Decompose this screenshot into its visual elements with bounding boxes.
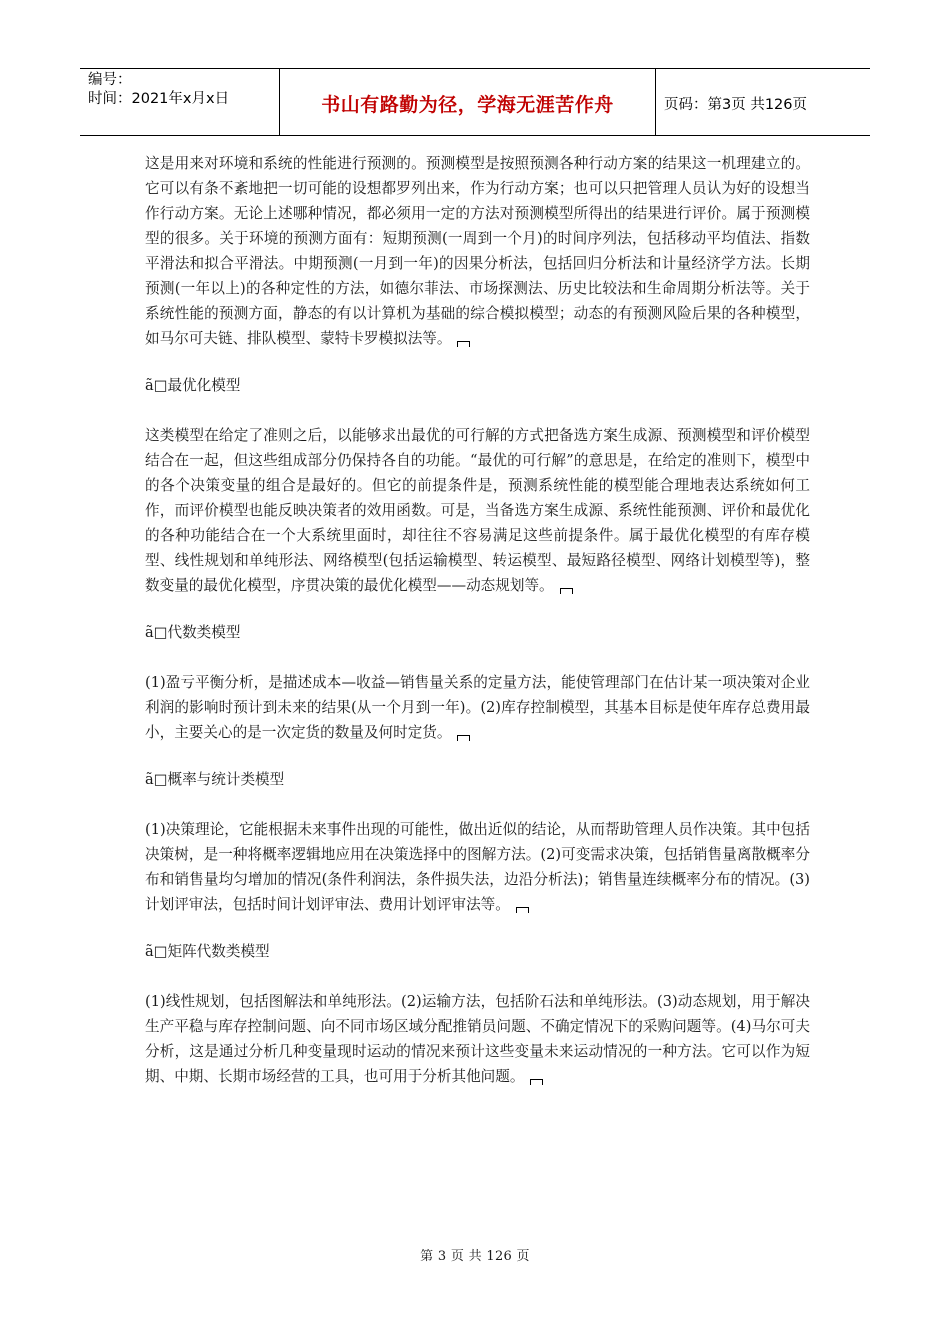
- section-heading-optimization: ã□最优化模型: [145, 377, 241, 394]
- page-footer: 第 3 页 共 126 页: [420, 1249, 530, 1264]
- paragraph-mark-icon: [457, 735, 470, 741]
- section-paragraph-probability: (1)决策理论，它能根据未来事件出现的可能性，做出近似的结论，从而帮助管理人员作决策。其中包括决策树，是一种将概率逻辑地应用在决策选择中的图解方法。(2)可变需求决策，包括销售量离散概率分布和销售量均匀增加的情况(条件利润法，条件损失法，边沿分析法)；销售量连续概率分布的情况。(3)计划评审法，包括时间计划评审法、费用计划评审法等。: [145, 821, 810, 913]
- document-body: [145, 151, 810, 1089]
- section-paragraph-matrix: (1)线性规划，包括图解法和单纯形法。(2)运输方法，包括阶石法和单纯形法。(3)动态规划，用于解决生产平稳与库存控制问题、向不同市场区域分配推销员问题、不确定情况下的采购问题等。(4)马尔可夫分析，这是通过分析几种变量现时运动的情况来预计这些变量未来运动情况的一种方法。它可以作为短期、中期、长期市场经营的工具，也可用于分析其他问题。: [145, 993, 810, 1085]
- section-paragraph-optimization: 这类模型在给定了准则之后，以能够求出最优的可行解的方式把备选方案生成源、预测模型和评价模型结合在一起，但这些组成部分仍保持各自的功能。“最优的可行解”的意思是，在给定的准则下，模型中的各个决策变量的组合是最好的。但它的前提条件是，预测系统性能的模型能合理地表达系统如何工作，而评价模型也能反映决策者的效用函数。可是，当备选方案生成源、系统性能预测、评价和最优化的各种功能结合在一个大系统里面时，却往往不容易满足这些前提条件。属于最优化模型的有库存模型、线性规划和单纯形法、网络模型(包括运输模型、转运模型、最短路径模型、网络计划模型等)，整数变量的最优化模型，序贯决策的最优化模型——动态规划等。: [145, 427, 810, 594]
- section-heading-probability: ã□概率与统计类模型: [145, 771, 285, 788]
- paragraph-mark-icon: [457, 341, 470, 347]
- section-paragraph-algebra: (1)盈亏平衡分析，是描述成本—收益—销售量关系的定量方法，能使管理部门在估计某一项决策对企业利润的影响时预计到未来的结果(从一个月到一年)。(2)库存控制模型，其基本目标是使年库存总费用最小，主要关心的是一次定货的数量及何时定货。: [145, 674, 810, 741]
- header-motto: 书山有路勤为径，学海无涯苦作舟: [280, 69, 656, 135]
- section-heading-matrix: ã□矩阵代数类模型: [145, 943, 270, 960]
- section-paragraph-prediction: 这是用来对环境和系统的性能进行预测的。预测模型是按照预测各种行动方案的结果这一机理建立的。它可以有条不紊地把一切可能的设想都罗列出来，作为行动方案；也可以只把管理人员认为好的设想当作行动方案。无论上述哪种情况，都必须用一定的方法对预测模型所得出的结果进行评价。属于预测模型的很多。关于环境的预测方面有：短期预测(一周到一个月)的时间序列法，包括移动平均值法、指数平滑法和拟合平滑法。中期预测(一月到一年)的因果分析法，包括回归分析法和计量经济学方法。长期预测(一年以上)的各种定性的方法，如德尔菲法、市场探测法、历史比较法和生命周期分析法等。关于系统性能的预测方面，静态的有以计算机为基础的综合模拟模型；动态的有预测风险后果的各种模型，如马尔可夫链、排队模型、蒙特卡罗模拟法等。: [145, 155, 810, 347]
- paragraph-mark-icon: [560, 588, 573, 594]
- paragraph-mark-icon: [516, 907, 529, 913]
- section-heading-algebra: ã□代数类模型: [145, 624, 241, 641]
- paragraph-mark-icon: [530, 1079, 543, 1085]
- header-page-info: 页码：第3页 共126页: [664, 96, 808, 113]
- header-meta-cell: [80, 69, 280, 135]
- page-header: [80, 68, 870, 136]
- document-number-label: 编号：: [88, 72, 132, 88]
- document-time-label: 时间：2021年x月x日: [88, 91, 230, 107]
